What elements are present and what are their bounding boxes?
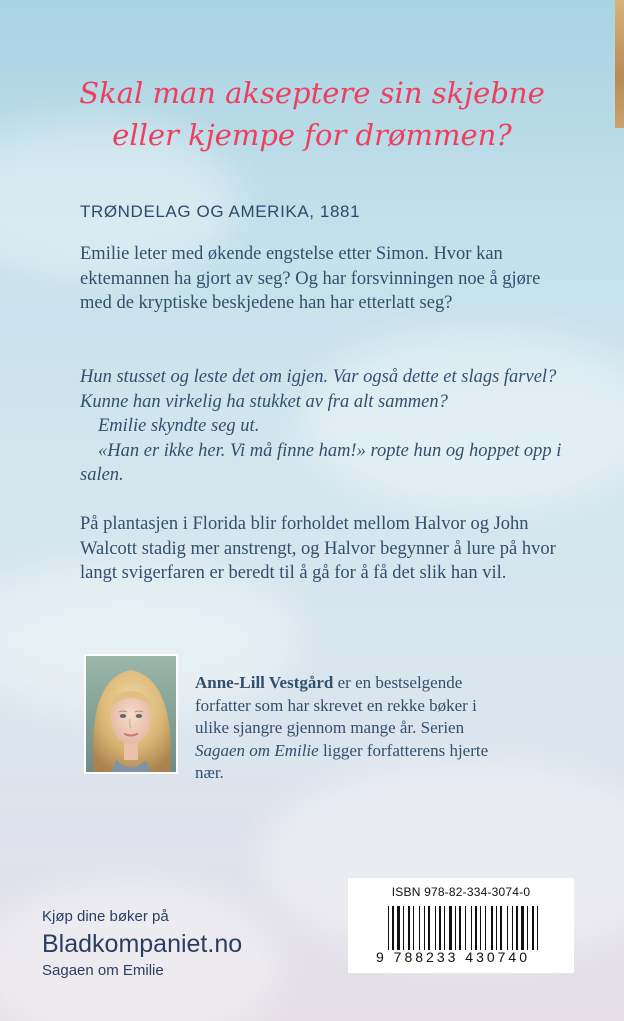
excerpt-quote: [80, 365, 570, 488]
excerpt-line-3: «Han er ikke her. Vi må finne ham!» ropte hun og hoppet opp i salen.: [80, 440, 562, 485]
publisher-site: Bladkompaniet.no: [42, 930, 243, 958]
setting-heading: TRØNDELAG OG AMERIKA, 1881: [80, 202, 361, 221]
barcode-bars-icon: [388, 906, 558, 950]
excerpt-line-1: Hun stusset og leste det om igjen. Var også dette et slags farvel? Kunne han virkelig ha stukket av fra alt sammen?: [80, 367, 557, 412]
author-bio-text-1: er en bestselgende forfatter som har skrevet en rekke bøker i ulike sjangre gjennom mange år. Serien: [195, 673, 477, 737]
plantation-paragraph: På plantasjen i Florida blir forholdet mellom Halvor og John Walcott stadig mer anstrengt, og Halvor begynner å lure på hvor langt svigerfaren er beredt til å gå for å få det slik han vil.: [80, 514, 556, 583]
ean-digits: 9 788233 430740: [376, 949, 530, 965]
isbn-label: ISBN 978-82-334-3074-0: [391, 885, 531, 899]
series-title: Sagaen om Emilie: [195, 740, 319, 760]
publisher-info: [42, 906, 242, 982]
author-bio: [195, 672, 515, 785]
intro-paragraph: Emilie leter med økende engstelse etter Simon. Hvor kan ektemannen ha gjort av seg? Og har forsvinningen noe å gjøre med de kryptiske beskjedene han har etterlatt seg?: [80, 244, 541, 313]
author-photo: [84, 654, 178, 774]
author-name: Anne-Lill Vestgård: [195, 673, 334, 692]
buy-text: Kjøp dine bøker på: [42, 908, 169, 925]
series-name: Sagaen om Emilie: [42, 962, 164, 979]
excerpt-line-2: Emilie skyndte seg ut.: [98, 416, 260, 436]
tagline-line-2: eller kjempe for drømmen?: [112, 118, 512, 152]
tagline: [60, 72, 564, 156]
author-bio-text-2: ligger forfatterens hjerte nær.: [195, 740, 489, 782]
tagline-line-1: Skal man akseptere sin skjebne: [79, 76, 545, 110]
isbn-barcode: [348, 878, 574, 973]
front-cover-edge: [615, 0, 624, 128]
